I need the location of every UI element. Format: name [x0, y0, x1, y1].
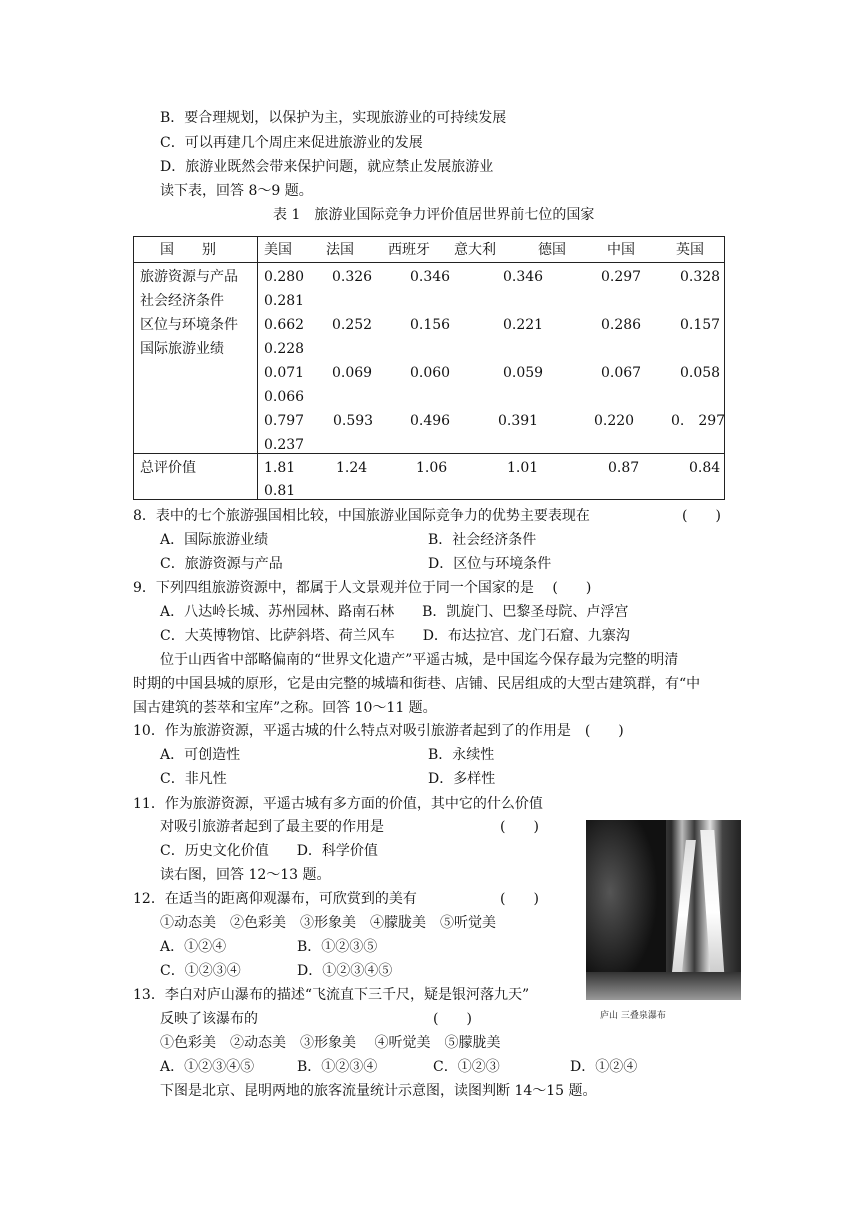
question-10-stem: 10．作为旅游资源，平遥古城的什么特点对吸引旅游者起到了的作用是 ( ): [133, 723, 624, 739]
table-cell: 0.059: [503, 365, 544, 381]
row-label: 旅游资源与产品: [140, 269, 238, 285]
question-13-option-a: A．①②③④⑤: [160, 1059, 255, 1075]
read-figure-instruction: 读右图，回答 12～13 题。: [160, 867, 331, 883]
question-8-option-a: A．国际旅游业绩: [160, 532, 269, 548]
table-header-label: 国 别: [160, 242, 216, 258]
question-13-option-c: C．①②③: [433, 1059, 500, 1075]
question-10-option-d: D．多样性: [428, 771, 496, 787]
total-cell: 0.84: [689, 460, 721, 476]
total-cell: 1.01: [507, 460, 539, 476]
table-cell: 0.220: [594, 413, 635, 429]
table-cell: 0.496: [410, 413, 451, 429]
table-cell: 0.156: [410, 317, 451, 333]
question-8-paren: ( ): [682, 508, 721, 524]
table-cell: 0.346: [503, 269, 544, 285]
total-cell: 0.81: [264, 483, 296, 499]
table-cell: 0.286: [601, 317, 642, 333]
question-11-paren: ( ): [500, 819, 539, 835]
table-header-divider: [134, 262, 724, 263]
total-cell: 1.81: [264, 460, 296, 476]
country-header: 意大利: [454, 242, 496, 258]
table-cell: 0.060: [410, 365, 451, 381]
question-10-option-b: B．永续性: [428, 747, 495, 763]
question-9-stem: 9．下列四组旅游资源中，都属于人文景观并位于同一个国家的是 ( ): [133, 580, 592, 596]
country-header: 法国: [326, 242, 354, 258]
table-cell: 0.252: [332, 317, 373, 333]
table-cell: 0.237: [264, 437, 305, 453]
table-cell: 0.066: [264, 389, 305, 405]
total-cell: 0.87: [608, 460, 640, 476]
row-label: 国际旅游业绩: [140, 341, 224, 357]
question-8-option-c: C．旅游资源与产品: [160, 556, 283, 572]
table-caption: 表 1 旅游业国际竞争力评价值居世界前七位的国家: [273, 207, 595, 223]
total-cell: 1.24: [336, 460, 368, 476]
table-total-divider: [134, 453, 724, 454]
total-label: 总评价值: [140, 460, 196, 476]
question-10-option-a: A．可创造性: [160, 747, 241, 763]
table-cell: 0.281: [264, 293, 305, 309]
question-12-option-b: B．①②③⑤: [297, 939, 378, 955]
table-cell: 0.221: [503, 317, 544, 333]
table-cell: 0.067: [601, 365, 642, 381]
country-header: 西班牙: [388, 242, 430, 258]
question-11-options: C．历史文化价值 D．科学价值: [160, 843, 378, 859]
table-cell: 0.326: [332, 269, 373, 285]
question-12-stem: 12．在适当的距离仰观瀑布，可欣赏到的美有: [133, 891, 417, 907]
table-cell: 0.662: [264, 317, 305, 333]
question-13-stem: 13．李白对庐山瀑布的描述“飞流直下三千尺，疑是银河落九天”: [133, 987, 530, 1003]
table-cell: 0.280: [264, 269, 305, 285]
table-cell: 0.228: [264, 341, 305, 357]
country-header: 德国: [538, 242, 566, 258]
table-cell: 0.071: [264, 365, 305, 381]
question-9-options-ab: A．八达岭长城、苏州园林、路南石林 B．凯旋门、巴黎圣母院、卢浮宫: [160, 604, 629, 620]
table-cell: 0.391: [498, 413, 539, 429]
figure-caption: 庐山 三叠泉瀑布: [600, 1011, 666, 1021]
option-b-line: B．要合理规划，以保护为主，实现旅游业的可持续发展: [160, 110, 507, 126]
option-c-line: C．可以再建几个周庄来促进旅游业的发展: [160, 135, 423, 151]
table-cell: 0.058: [680, 365, 721, 381]
question-12-option-a: A．①②④: [160, 939, 227, 955]
table-column-divider: [257, 237, 258, 499]
question-12-items: ①动态美 ②色彩美 ③形象美 ④朦胧美 ⑤听觉美: [160, 915, 496, 931]
option-d-line: D．旅游业既然会带来保护问题，就应禁止发展旅游业: [160, 159, 494, 175]
question-8-option-d: D．区位与环境条件: [428, 556, 552, 572]
table-cell: 0.346: [410, 269, 451, 285]
table-cell: 0.797: [264, 413, 305, 429]
passage-line: 国古建筑的荟萃和宝库”之称。回答 10～11 题。: [133, 700, 437, 716]
passage-line: 时期的中国县城的原形，它是由完整的城墙和街巷、店铺、民居组成的大型古建筑群，有“中: [133, 676, 701, 692]
question-9-options-cd: C．大英博物馆、比萨斜塔、荷兰风车 D．布达拉宫、龙门石窟、九寨沟: [160, 628, 630, 644]
row-label: 区位与环境条件: [140, 317, 238, 333]
question-13-stem-cont: 反映了该瀑布的: [160, 1011, 258, 1027]
next-figure-instruction: 下图是北京、昆明两地的旅客流量统计示意图，读图判断 14～15 题。: [160, 1083, 597, 1099]
table-cell: 0.593: [333, 413, 374, 429]
question-13-option-d: D．①②④: [570, 1059, 638, 1075]
total-cell: 1.06: [416, 460, 448, 476]
question-13-option-b: B．①②③④: [297, 1059, 378, 1075]
question-11-stem-cont: 对吸引旅游者起到了最主要的作用是: [160, 819, 384, 835]
table-cell: 0.328: [680, 269, 721, 285]
table-cell: 0. 297: [671, 413, 726, 429]
country-header: 中国: [607, 242, 635, 258]
question-12-paren: ( ): [500, 891, 539, 907]
country-header: 英国: [676, 242, 704, 258]
question-12-option-d: D．①②③④⑤: [297, 963, 393, 979]
table-cell: 0.157: [680, 317, 721, 333]
table-cell: 0.069: [332, 365, 373, 381]
read-table-instruction: 读下表，回答 8～9 题。: [160, 183, 313, 199]
country-header: 美国: [264, 242, 292, 258]
passage-line: 位于山西省中部略偏南的“世界文化遗产”平遥古城，是中国迄今保存最为完整的明清: [160, 652, 679, 668]
question-13-items: ①色彩美 ②动态美 ③形象美 ④听觉美 ⑤朦胧美: [160, 1035, 501, 1051]
question-8-option-b: B．社会经济条件: [428, 532, 537, 548]
question-13-paren: ( ): [433, 1011, 472, 1027]
question-11-stem: 11．作为旅游资源，平遥古城有多方面的价值，其中它的什么价值: [133, 796, 543, 812]
competitiveness-table: [133, 236, 725, 500]
question-10-option-c: C．非凡性: [160, 771, 227, 787]
table-cell: 0.297: [601, 269, 642, 285]
question-12-option-c: C．①②③④: [160, 963, 241, 979]
waterfall-photo: [586, 820, 741, 1000]
row-label: 社会经济条件: [140, 293, 224, 309]
question-8-stem: 8．表中的七个旅游强国相比较，中国旅游业国际竞争力的优势主要表现在: [133, 508, 590, 524]
